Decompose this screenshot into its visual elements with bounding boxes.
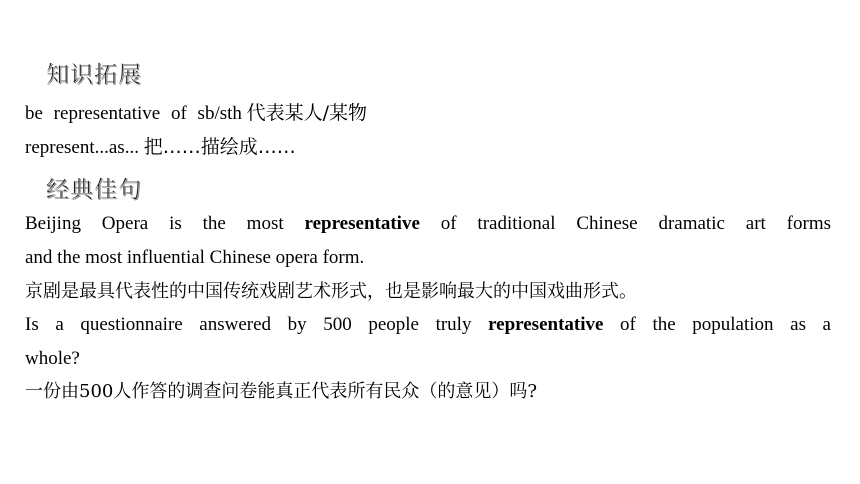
example-sentence-2-translation: 一份由500人作答的调查问卷能真正代表所有民众（的意见）吗? (25, 381, 538, 402)
section-heading-classic-sentences: 经典佳句 (46, 177, 142, 203)
phrase-chinese: 把……描绘成…… (143, 136, 296, 158)
phrase-english: represent...as... (25, 137, 139, 158)
highlight-word: representative (304, 213, 420, 234)
phrase-item-1 (25, 100, 367, 127)
phrase-chinese: 代表某人/某物 (246, 102, 368, 124)
example-sentence-1-line-1 (25, 211, 831, 237)
example-sentence-2-line-2: whole? (25, 348, 80, 369)
highlight-word: representative (488, 314, 604, 335)
example-sentence-1-translation: 京剧是最具代表性的中国传统戏剧艺术形式，也是影响最大的中国戏曲形式。 (25, 281, 637, 302)
section-heading-knowledge-expansion: 知识拓展 (46, 62, 142, 88)
sentence-text: of the population as a (603, 314, 831, 335)
sentence-text: Beijing Opera is the most (25, 213, 305, 234)
sentence-text: of traditional Chinese dramatic art forms (419, 213, 831, 234)
phrase-item-2 (25, 134, 296, 161)
example-sentence-1-line-2: and the most influential Chinese opera form. (25, 247, 365, 268)
example-sentence-2-line-1 (25, 312, 831, 338)
phrase-english: be representative of sb/sth (25, 103, 242, 124)
sentence-text: Is a questionnaire answered by 500 people truly (25, 314, 489, 335)
